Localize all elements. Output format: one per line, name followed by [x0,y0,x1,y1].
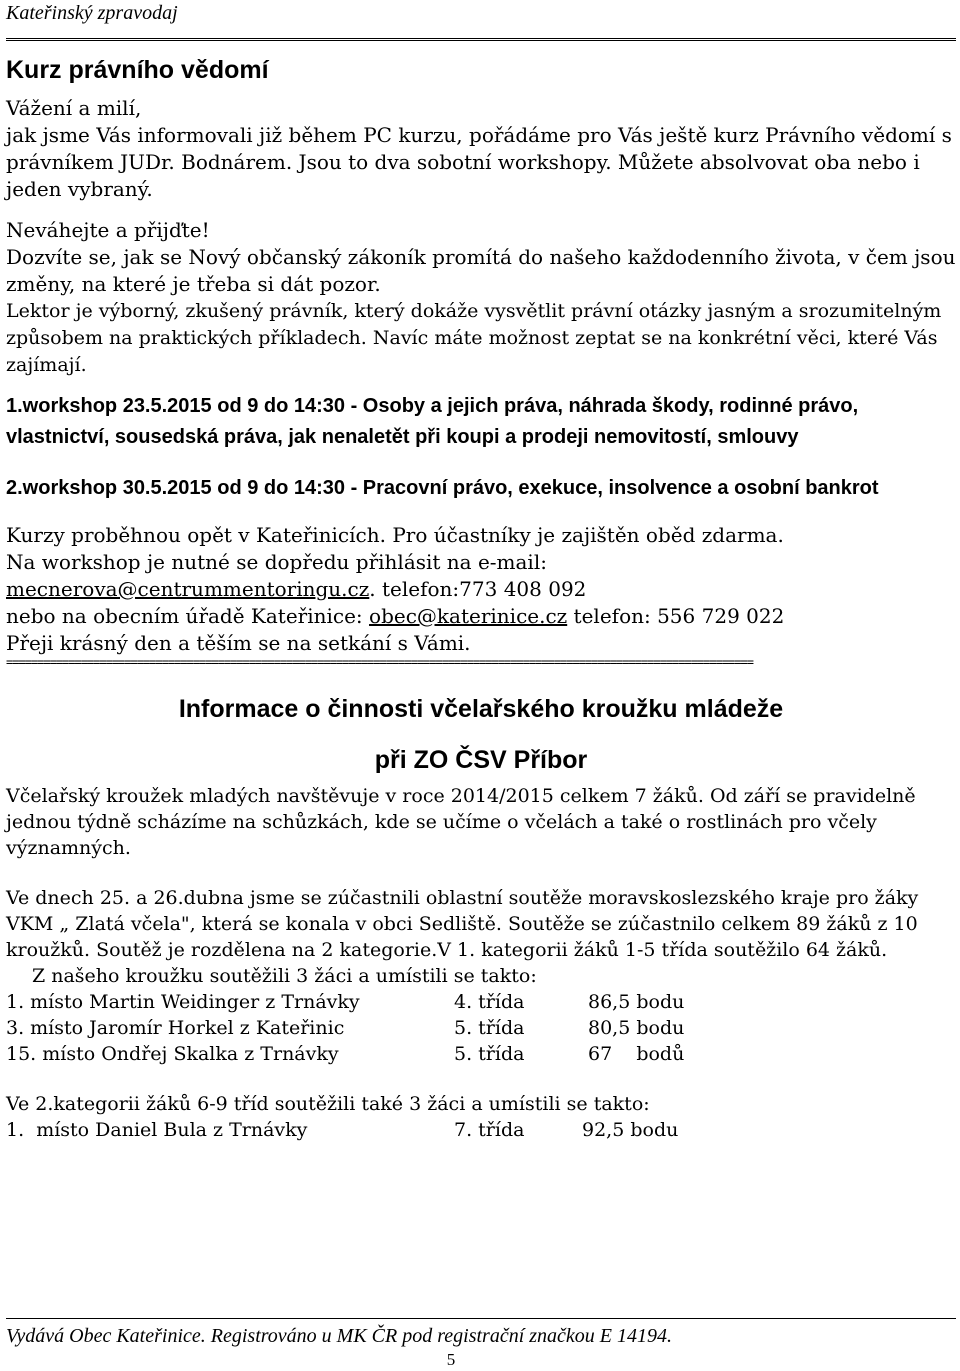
result-place: 1. místo Daniel Bula z Trnávky [6,1119,308,1141]
contact-line-2 [6,603,956,630]
footer-publisher: Vydává Obec Kateřinice. Registrováno u MK ČR pod registrační značkou E 14194. [6,1325,673,1347]
newsletter-title: Kateřinský zpravodaj [6,2,178,24]
result-points: 67 bodů [588,1043,685,1065]
call-to-action: Neváhejte a přijďte! [6,218,210,242]
intro-paragraph: jak jsme Vás informovali již během PC kurzu, pořádáme pro Vás ještě kurz Právního vědomí s právníkem JUDr. Bodnárem. Jsou to dva sobotní workshopy. Můžete absolvovat oba nebo i jeden vybraný. [6,123,952,201]
result-grade: 7. třída [454,1119,525,1141]
greeting: Vážení a milí, [6,96,142,120]
result-place: 15. místo Ondřej Skalka z Trnávky [6,1043,339,1065]
results-table-category-1 [6,989,684,1067]
result-points: 86,5 bodu [588,991,685,1013]
table-row [6,1117,678,1143]
result-place: 3. místo Jaromír Horkel z Kateřinic [6,1017,345,1039]
results-intro: Z našeho kroužku soutěžili 3 žáci a umístili se takto: [32,965,537,987]
result-place: 1. místo Martin Weidinger z Trnávky [6,991,360,1013]
workshop-1: 1.workshop 23.5.2015 od 9 do 14:30 - Osoby a jejich práva, náhrada škody, rodinné právo, vlastnictví, sousedská práva, jak nenaletět při koupi a prodeji nemovitostí, smlouvy [6,395,859,448]
result-points: 92,5 bodu [582,1119,679,1141]
results-table-category-2 [6,1117,678,1143]
email-link-office[interactable]: obec@katerinice.cz [369,604,568,628]
section-separator: ======================================================================================================================== [6,655,753,669]
phone-1: . telefon:773 408 092 [369,577,587,601]
paragraph-competition: Ve dnech 25. a 26.dubna jsme se zúčastnili oblastní soutěže moravskoslezského kraje pro žáky VKM „ Zlatá včela", která se konala v obci Sedliště. Soutěže se zúčastnilo celkem 89 žáků z 10 kroužků. Soutěž je rozdělena na 2 kategorie.V 1. kategorii žáků 1-5 třída soutěžilo 64 žáků. [6,887,919,961]
page-header [6,0,956,41]
table-row [6,989,684,1015]
result-grade: 5. třída [454,1017,525,1039]
closing-line: Přeji krásný den a těším se na setkání s Vámi. [6,631,471,655]
page-footer [6,1318,956,1370]
info-location: Kurzy proběhnou opět v Kateřinicích. Pro účastníky je zajištěn oběd zdarma. [6,523,784,547]
contact-line-1 [6,576,956,603]
table-row [6,1041,684,1067]
section-subtitle-beekeeping: při ZO ČSV Příbor [374,746,588,774]
paragraph-circle: Včelařský kroužek mladých navštěvuje v roce 2014/2015 celkem 7 žáků. Od září se pravidelně jednou týdně scházíme na schůzkách, kde se učíme o včelách a také o rostlinách pro včely významných. [6,785,916,859]
section-title-beekeeping: Informace o činnosti včelařského kroužku mládeže [178,695,784,723]
table-row [6,1015,684,1041]
workshop-2: 2.workshop 30.5.2015 od 9 do 14:30 - Pracovní právo, exekuce, insolvence a osobní bankrot [6,477,879,499]
result-grade: 5. třída [454,1043,525,1065]
section-title-legal-course: Kurz právního vědomí [6,56,269,84]
page-number: 5 [446,1350,456,1369]
phone-2: telefon: 556 729 022 [567,604,785,628]
office-label: nebo na obecním úřadě Kateřinice: [6,604,370,628]
paragraph-lecturer: Lektor je výborný, zkušený právník, který dokáže vysvětlit právní otázky jasným a srozumitelným způsobem na praktických příkladech. Navíc máte možnost zeptat se na konkrétní věci, které Vás zajímají. [6,300,942,376]
result-grade: 4. třída [454,991,525,1013]
paragraph-category-2: Ve 2.kategorii žáků 6-9 tříd soutěžili také 3 žáci a umístili se takto: [6,1093,650,1115]
email-link-mentoring[interactable]: mecnerova@centrummentoringu.cz [6,577,370,601]
result-points: 80,5 bodu [588,1017,685,1039]
paragraph-civil-code: Dozvíte se, jak se Nový občanský zákoník promítá do našeho každodenního života, v čem jsou změny, na které je třeba si dát pozor. [6,245,956,296]
page-content [6,52,956,1143]
info-registration: Na workshop je nutné se dopředu přihlásit na e-mail: [6,550,547,574]
